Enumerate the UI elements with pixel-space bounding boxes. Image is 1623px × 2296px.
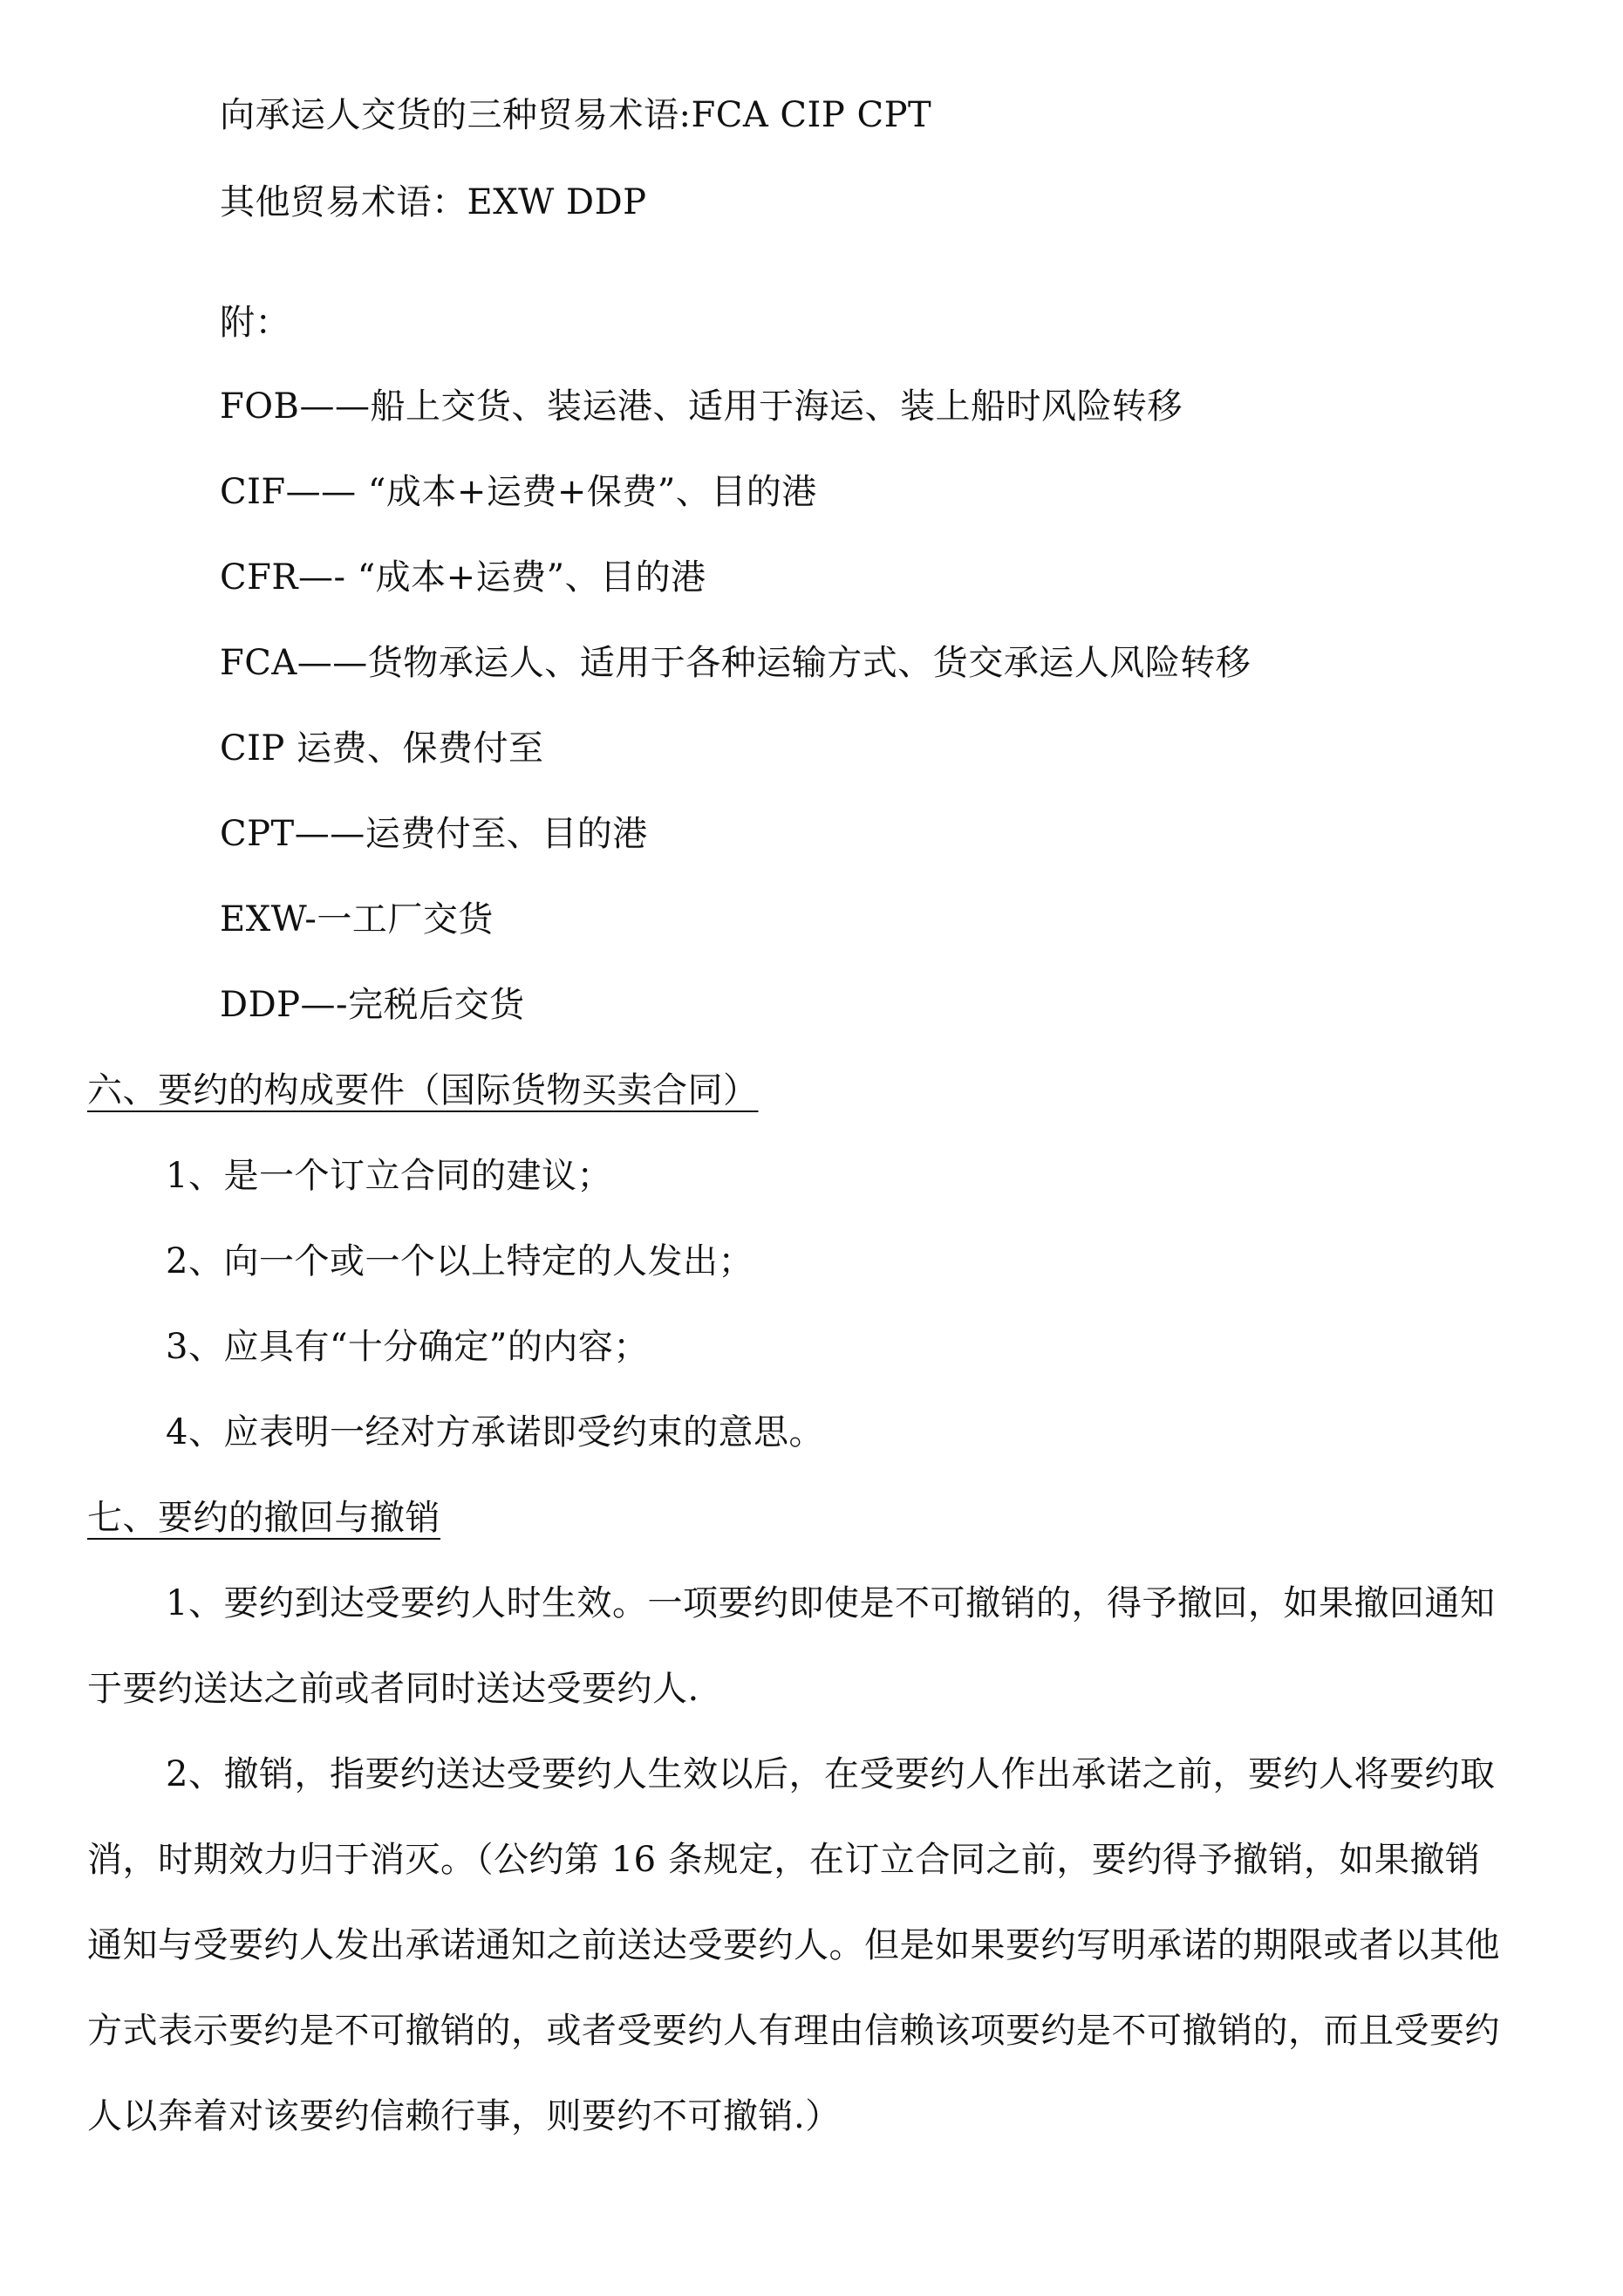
text-line-appendix: 附： — [220, 303, 290, 343]
section7-p2-line5: 人以奔着对该要约信赖行事，则要约不可撤销.） — [87, 2096, 841, 2136]
section7-p2-line4: 方式表示要约是不可撤销的，或者受要约人有理由信赖该项要约是不可撤销的，而且受要约 — [87, 2011, 1500, 2051]
text-line-other-terms: 其他贸易术语：EXW DDP — [220, 182, 647, 222]
text-line-fob: FOB——船上交货、装运港、适用于海运、装上船时风险转移 — [220, 386, 1183, 427]
section6-item-2: 2、向一个或一个以上特定的人发出； — [166, 1241, 754, 1281]
text-line-trade-terms-carrier: 向承运人交货的三种贸易术语:FCA CIP CPT — [220, 95, 932, 135]
section6-item-4: 4、应表明一经对方承诺即受约束的意思。 — [166, 1412, 824, 1452]
section7-p2-line2: 消，时期效力归于消灭。（公约第 16 条规定，在订立合同之前，要约得予撤销，如果撤销 — [87, 1840, 1481, 1880]
section7-p2-line3: 通知与受要约人发出承诺通知之前送达受要约人。但是如果要约写明承诺的期限或者以其他 — [87, 1925, 1500, 1965]
section7-p1-line1: 1、要约到达受要约人时生效。一项要约即使是不可撤销的，得予撤回，如果撤回通知 — [166, 1583, 1496, 1623]
text-line-cip: CIP 运费、保费付至 — [220, 728, 544, 769]
section7-p2-line1: 2、撤销，指要约送达受要约人生效以后，在受要约人作出承诺之前，要约人将要约取 — [166, 1754, 1496, 1794]
section6-item-3: 3、应具有“十分确定”的内容； — [166, 1327, 649, 1367]
text-line-ddp: DDP—-完税后交货 — [220, 985, 525, 1025]
text-line-cpt: CPT——运费付至、目的港 — [220, 814, 648, 854]
text-line-cfr: CFR—- “成本+运费”、目的港 — [220, 557, 706, 598]
text-line-cif: CIF—— “成本+运费+保费”、目的港 — [220, 472, 817, 512]
section7-p1-line2: 于要约送达之前或者同时送达受要约人. — [87, 1669, 699, 1709]
section6-heading: 六、要约的构成要件（国际货物买卖合同） — [87, 1070, 759, 1110]
section6-item-1: 1、是一个订立合同的建议； — [166, 1156, 612, 1196]
text-line-exw: EXW-一工厂交货 — [220, 899, 494, 940]
section7-heading: 七、要约的撤回与撤销 — [87, 1498, 440, 1538]
text-line-fca: FCA——货物承运人、适用于各种运输方式、货交承运人风险转移 — [220, 643, 1251, 683]
